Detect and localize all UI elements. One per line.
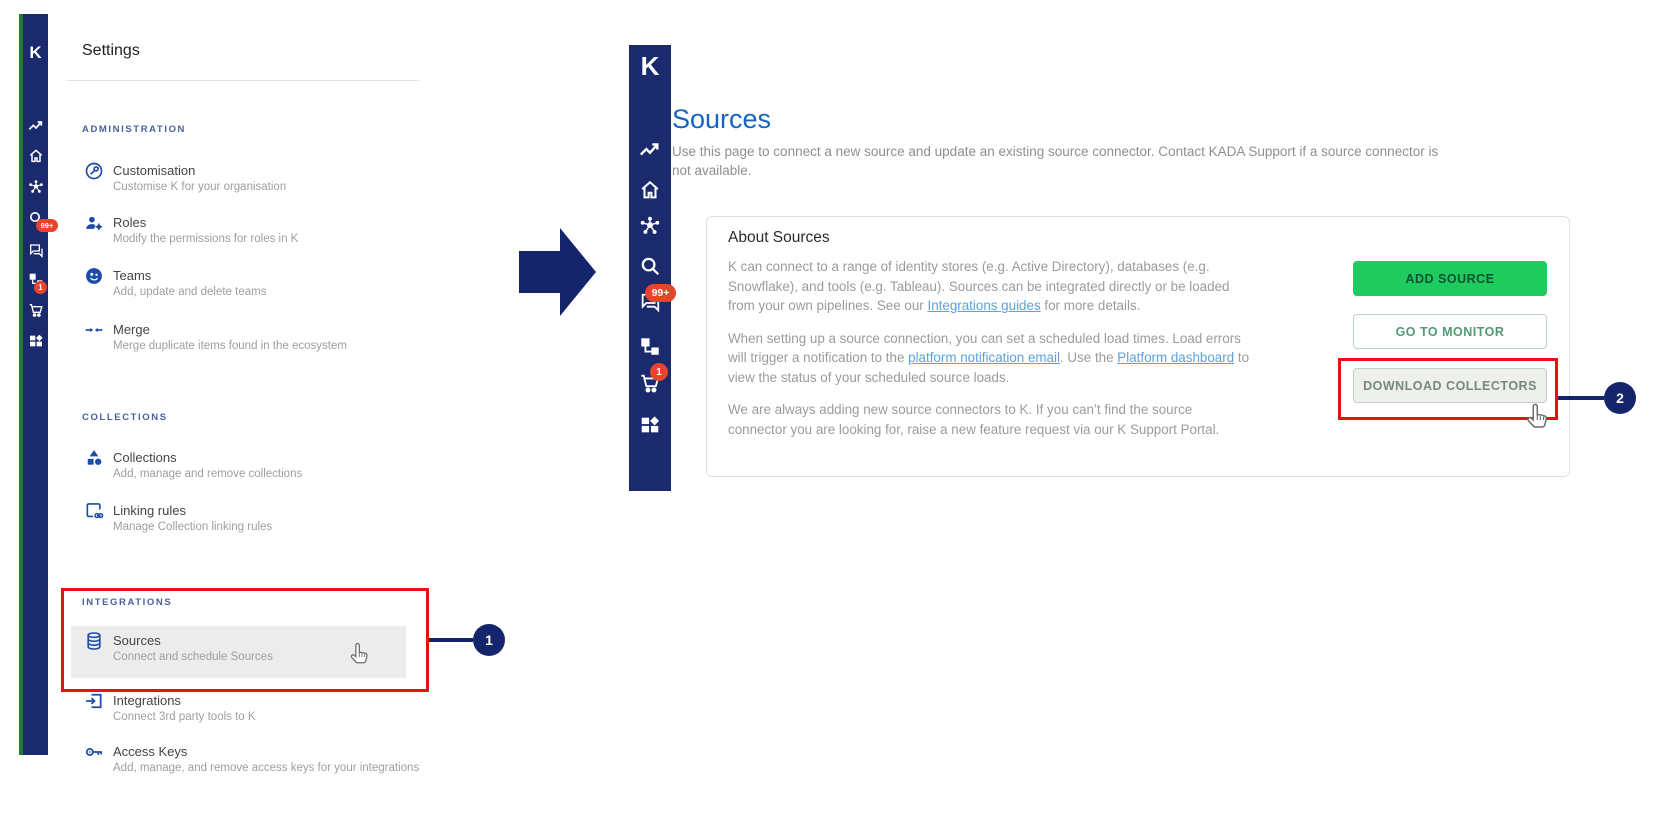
cart-icon[interactable] [28, 302, 44, 318]
section-header-collections: COLLECTIONS [82, 412, 168, 423]
settings-item-linking-rules[interactable] [84, 503, 404, 543]
chat-badge: 99+ [645, 284, 676, 302]
roles-icon [84, 213, 104, 233]
paragraph-text: When setting up a source connection, you can set a scheduled load times. Load errors will trigger a notification to the [728, 330, 1241, 365]
section-header-integrations: INTEGRATIONS [82, 597, 173, 608]
item-desc: Add, manage, and remove access keys for your integrations [113, 761, 420, 774]
left-app-sidebar [23, 14, 54, 755]
item-label: Collections [113, 450, 177, 465]
item-label: Merge [113, 322, 150, 337]
annotation-box-sources [61, 588, 429, 692]
card-paragraph [728, 257, 1250, 316]
paragraph-text: for more details. [1040, 298, 1141, 313]
item-label: Roles [113, 215, 147, 230]
item-desc: Add, update and delete teams [113, 285, 267, 298]
inline-link[interactable]: platform notification email [908, 350, 1060, 365]
add-source-button[interactable]: ADD SOURCE [1353, 261, 1547, 296]
card-paragraph [728, 400, 1250, 439]
settings-item-teams[interactable] [84, 268, 404, 308]
section-header-administration: ADMINISTRATION [82, 124, 187, 135]
settings-item-merge[interactable] [84, 322, 404, 362]
item-desc: Modify the permissions for roles in K [113, 232, 299, 245]
linking-rules-icon [84, 501, 104, 521]
annotation-connector-1 [429, 638, 473, 642]
merge-arrows-icon [84, 320, 104, 340]
page-title-sources: Sources [672, 104, 772, 134]
settings-item-integrations[interactable] [84, 693, 404, 733]
settings-item-access-keys[interactable] [84, 744, 420, 784]
paragraph-text: We are always adding new source connectors to K. If you can’t find the source connector you are looking for, raise a new feature request via our K Support Portal. [728, 402, 1220, 437]
settings-item-collections[interactable] [84, 450, 404, 490]
item-desc: Connect and schedule Sources [113, 650, 273, 663]
apps-icon[interactable] [639, 414, 661, 436]
home-icon[interactable] [28, 148, 44, 164]
home-icon[interactable] [639, 179, 661, 201]
app-logo[interactable]: K [29, 42, 42, 62]
item-label: Customisation [113, 163, 196, 178]
search-icon[interactable] [639, 255, 661, 277]
app-logo[interactable]: K [640, 50, 660, 81]
download-collectors-button[interactable]: DOWNLOAD COLLECTORS [1353, 368, 1547, 403]
about-sources-card [706, 216, 1570, 477]
item-desc: Customise K for your organisation [113, 180, 287, 193]
settings-item-customisation[interactable] [84, 163, 404, 203]
customisation-icon [84, 161, 104, 181]
network-icon[interactable] [639, 215, 661, 237]
collections-shapes-icon [84, 448, 104, 468]
card-body [728, 257, 1250, 452]
item-label: Integrations [113, 693, 181, 708]
item-label: Teams [113, 268, 152, 283]
item-label: Access Keys [113, 744, 188, 759]
key-icon [84, 742, 104, 762]
right-app-sidebar [629, 45, 671, 491]
annotation-step-2: 2 [1604, 382, 1636, 414]
cart-badge: 1 [650, 363, 668, 381]
chat-badge: 99+ [36, 219, 58, 232]
annotation-step-1: 1 [473, 624, 505, 656]
page-description: Use this page to connect a new source and update an existing source connector. Contact KADA Support if a source connector is not available. [672, 144, 1439, 178]
paragraph-text: . Use the [1059, 350, 1118, 365]
title-divider [67, 80, 419, 81]
integration-icon [84, 691, 104, 711]
settings-item-roles[interactable] [84, 215, 404, 255]
item-label: Sources [113, 633, 161, 648]
item-desc: Connect 3rd party tools to K [113, 710, 256, 723]
trending-icon[interactable] [28, 118, 44, 134]
step-arrow-icon [519, 227, 597, 317]
card-paragraph [728, 329, 1250, 388]
inline-link[interactable]: Integrations guides [927, 298, 1041, 313]
settings-page-title: Settings [82, 42, 140, 59]
item-label: Linking rules [113, 503, 186, 518]
hand-cursor-icon [348, 641, 371, 671]
paragraph-text: K can connect to a range of identity stores (e.g. Active Directory), databases (e.g. Snowflake), and tools (e.g. Tableau). Sources can be integrated directly or be loaded from your own pipelines. See our [728, 259, 1230, 313]
paragraph-text: to view the status of your scheduled source loads. [728, 350, 1250, 385]
card-title: About Sources [728, 229, 830, 246]
trending-icon[interactable] [639, 139, 661, 161]
network-icon[interactable] [28, 179, 44, 195]
chat-icon[interactable] [28, 243, 44, 259]
hand-cursor-icon [1524, 402, 1551, 436]
cart-badge: 1 [34, 281, 47, 294]
item-desc: Manage Collection linking rules [113, 520, 273, 533]
go-to-monitor-button[interactable]: GO TO MONITOR [1353, 314, 1547, 349]
hierarchy-icon[interactable] [639, 336, 661, 358]
apps-icon[interactable] [28, 333, 44, 349]
annotation-connector-2 [1558, 396, 1604, 400]
item-desc: Merge duplicate items found in the ecosystem [113, 339, 347, 352]
item-desc: Add, manage and remove collections [113, 467, 303, 480]
inline-link[interactable]: Platform dashboard [1117, 350, 1235, 365]
teams-icon [84, 266, 104, 286]
